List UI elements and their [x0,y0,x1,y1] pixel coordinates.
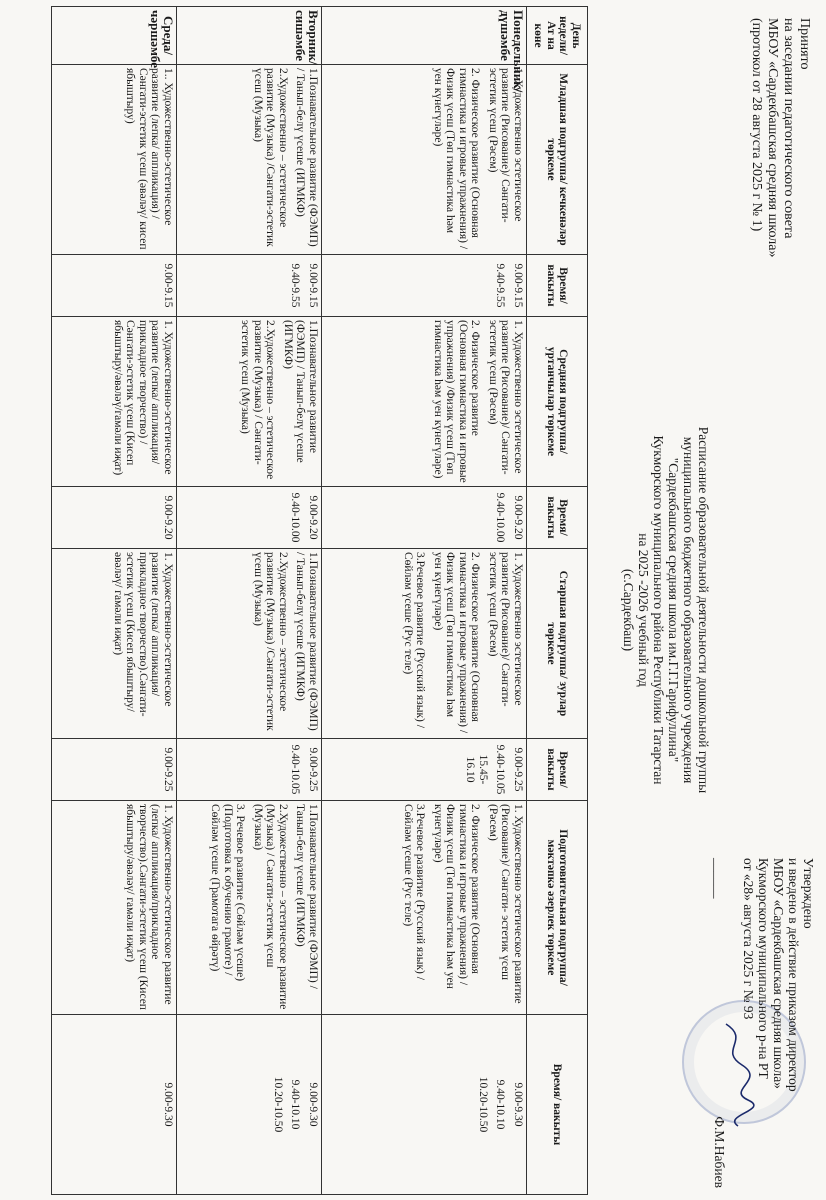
column-header: Младшая подгруппа/ кечкенәләр төркеме [527,65,588,255]
day-cell: Среда/ чәршәмбе [52,7,177,65]
activity-cell [52,801,177,1015]
ratification-line: Кукморского муниципального р-на РТ [756,858,771,1079]
time-slot: 9.00-9.25 [162,747,174,792]
activity-item: 2. Физическое развитие (Основная гимнастика и игровые упражнения) /Физик үсеш (Төп гимнастика һәм уен күнегүләре) [432,320,482,483]
time-slot: 9.00-9.30 [512,1082,524,1127]
time-slot: 9.40-10.00 [494,492,507,543]
time-slot: 9.00-9.30 [162,1082,174,1127]
ratification-line: Утверждено [801,858,816,929]
column-header: Старшая подгруппа/ зурлар төркеме [527,549,588,739]
time-slot: 10.20-10.50 [272,1076,284,1133]
column-header: Время/ вакыты [527,255,588,317]
column-header: Подготовительная подгруппа/ мәктәпкә әзерлек төркеме [527,801,588,1015]
activity-item: 2.Художественно – эстетическое развитие (Музыка) / Сәнгати-эстетик үсеш (Музыка) [252,804,289,1010]
approval-block [748,18,812,348]
activity-item: 1.Познавательное развитие (ФЭМП) / Танып-белү үсеше (ИГМКФ) [294,804,319,989]
time-cell [52,1015,177,1195]
activity-item: 2. Физическое развитие (Основная гимнастика и игровые упражнения) /Физик үсеш (Төп гимнастика һәм уен күнегүләре) [432,804,482,989]
title-line: "Сардекбашская средняя школа им.Г.Г.Гарифуллина" [666,457,681,763]
activity-item: 2.Художественно – эстетическое развитие (Музыка) /Сәнгати-эстетик үсеш (Музыка) [252,552,289,731]
time-slot: 9.00-9.15 [307,263,319,308]
time-slot: 15.45-16.10 [464,754,489,785]
approval-line: на заседании педагогического совета [781,18,796,239]
time-cell [177,255,322,317]
activity-cell [177,549,322,739]
title-line: муниципального бюджетного образовательного учреждения [681,436,696,784]
table-row [52,7,177,1195]
approval-line: (протокол от 28 августа 2025 г № 1) [749,18,764,232]
activity-cell [177,317,322,487]
time-slot: 9.40-10.05 [494,744,507,795]
approval-line: МБОУ «Сардекбашская средняя школа» [765,18,780,258]
time-slot: 9.40-10.10 [289,1079,302,1130]
time-cell [322,739,527,801]
time-slot: 9.00-9.20 [512,495,524,540]
title-line: Кукморского муниципального района Республики Татарстан [651,435,666,785]
column-header: Время/ вакыты [527,739,588,801]
day-cell: Вторник/ сишәмбе [177,7,322,65]
time-cell [52,739,177,801]
ratification-line: и введено в действие приказом директор [786,858,801,1092]
column-header: Время/ вакыты [527,1015,588,1195]
activity-item: 2.Художественно – эстетическое развитие (Музыка) /Сәнгати-эстетик үсеш (Музыка) [252,68,289,247]
activity-cell [52,549,177,739]
activity-item: 1. Художественно эстетическое развитие (Рисование)/ Сәнгати- эстетик үсеш (Рәсем) [487,804,524,1004]
time-slot: 9.40-10.10 [494,1079,507,1130]
activity-item: 1. Художественно эстетическое развитие (Рисование)/ Сәнгати- эстетик үсеш (Рәсем) [487,320,524,475]
activity-item: 1. Художественно-эстетическое развитие (лепка/ аппликация/прикладное творчество).Сәнгати-эстетик үсеш (Кисеп ябыштыру/әвәләү/ гамәли иҗат) [124,804,174,1010]
column-header: Средняя подгруппа/ уртанчылар төркеме [527,317,588,487]
time-slot: 9.00-9.20 [307,495,319,540]
activity-item: 1.Познавательное развитие (ФЭМП) / Танып-белү үсеше (ИГМКФ) [294,552,319,731]
time-slot: 9.40-9.55 [289,263,302,308]
time-slot: 9.40-10.05 [289,744,302,795]
activity-item: 1. Художественно-эстетическое развитие (лепка/ аппликация/прикладное творчество) /Сәнгати-эстетик үсеш (Кисеп ябыштыру/әвәләү/гамәли иҗат) [112,320,174,476]
activity-cell [52,65,177,255]
time-slot: 9.00-9.15 [162,263,174,308]
title-line: на 2025 -2026 учебный год [636,533,651,687]
ratification-block: Утверждено и введено в действие приказом директор МБОУ «Сардекбашская средняя школа» Кукморского муниципального р-на РТ от «28» августа 2025 г № 93 ______ Ф.М.Набиев [712,858,816,1188]
column-header: Время/ вакыты [527,487,588,549]
time-slot: 9.40-9.55 [494,263,507,308]
time-cell [177,739,322,801]
activity-cell [322,317,527,487]
activity-cell [322,65,527,255]
activity-item: 3.Речевое развитие (Русский язык) /Сөйләм үсеше (Рус теле) [402,804,427,980]
time-cell [52,255,177,317]
table-row [322,7,527,1195]
activity-item: 3. Речевое развитие (Сөйләм үсеше) (Подготовка к обучению грамоте) /Сөйләм үсеше (Грамотага өйрәтү) [209,804,247,982]
activity-item: 1.Познавательное развитие (ФЭМП) / Танып-белү үсеше (ИГМКФ) [294,68,319,247]
activity-cell [322,801,527,1015]
title-line: (с.Сардекбаш) [621,568,636,652]
title-line: Расписание образовательной деятельности дошкольной группы [696,426,711,794]
activity-item: 2. Физическое развитие (Основная гимнастика и игровые упражнения) /Физик үсеш (Төп гимнастика һәм уен күнегүләре) [432,68,482,250]
ratification-line: МБОУ «Сардекбашская средняя школа» [771,858,786,1089]
time-cell [52,487,177,549]
activity-item: 1. Художественно-эстетическое развитие (лепка/ аппликация/прикладное творчество).Сәнгати-эстетик үсеш (Кисеп ябыштыру/әвәләү/ гамәли иҗат) [112,552,174,717]
time-cell [177,487,322,549]
activity-item: 1. Художественно эстетическое развитие (Рисование)/ Сәнгати- эстетик үсеш (Рәсем) [487,552,524,707]
activity-cell [52,317,177,487]
activity-item: 1. Художественно эстетическое развитие (Рисование)/ Сәнгати- эстетик үсеш (Рәсем) [487,68,524,223]
document-title [621,380,711,840]
signer-name: Ф.М.Набиев [712,1116,727,1188]
table-row [177,7,322,1195]
time-slot: 9.00-9.25 [307,747,319,792]
activity-item: 1.. Художественно-эстетическое развитие (лепка/ аппликация) /Сәнгати-эстетик үсеш (әвәләү/ кисеп ябыштыру) [124,68,174,250]
schedule-table [51,6,588,1195]
approval-line: Принято [797,18,812,70]
time-cell [177,1015,322,1195]
time-cell [322,1015,527,1195]
activity-cell [177,801,322,1015]
time-cell [322,487,527,549]
time-cell [322,255,527,317]
activity-cell [177,65,322,255]
table-header-row [527,7,588,1195]
activity-item: 3.Речевое развитие (Русский язык) /Сөйләм үсеше (Рус теле) [402,552,427,728]
time-slot: 9.00-9.20 [162,495,174,540]
time-slot: 9.40-10.00 [289,492,302,543]
day-cell: Понедельник/ дүшәмбе [322,7,527,65]
ratification-line: от «28» августа 2025 г № 93 [741,858,756,1020]
activity-item: 1.Познавательное развитие (ФЭМП) / Танып-белү үсеше (ИГМКФ) [282,320,319,463]
activity-item: 2. Физическое развитие (Основная гимнастика и игровые упражнения) /Физик үсеш (Төп гимнастика һәм уен күнегүләре) [432,552,482,734]
activity-cell [322,549,527,739]
time-slot: 9.00-9.15 [512,263,524,308]
time-slot: 9.00-9.30 [307,1082,319,1127]
time-slot: 10.20-10.50 [477,1076,489,1133]
activity-item: 2.Художественно – эстетическое развитие (Музыка) / Сәнгати-эстетик үсеш (Музыка) [239,320,277,480]
column-header: День недели/Ат на көне [527,7,588,65]
time-slot: 9.00-9.25 [512,747,524,792]
